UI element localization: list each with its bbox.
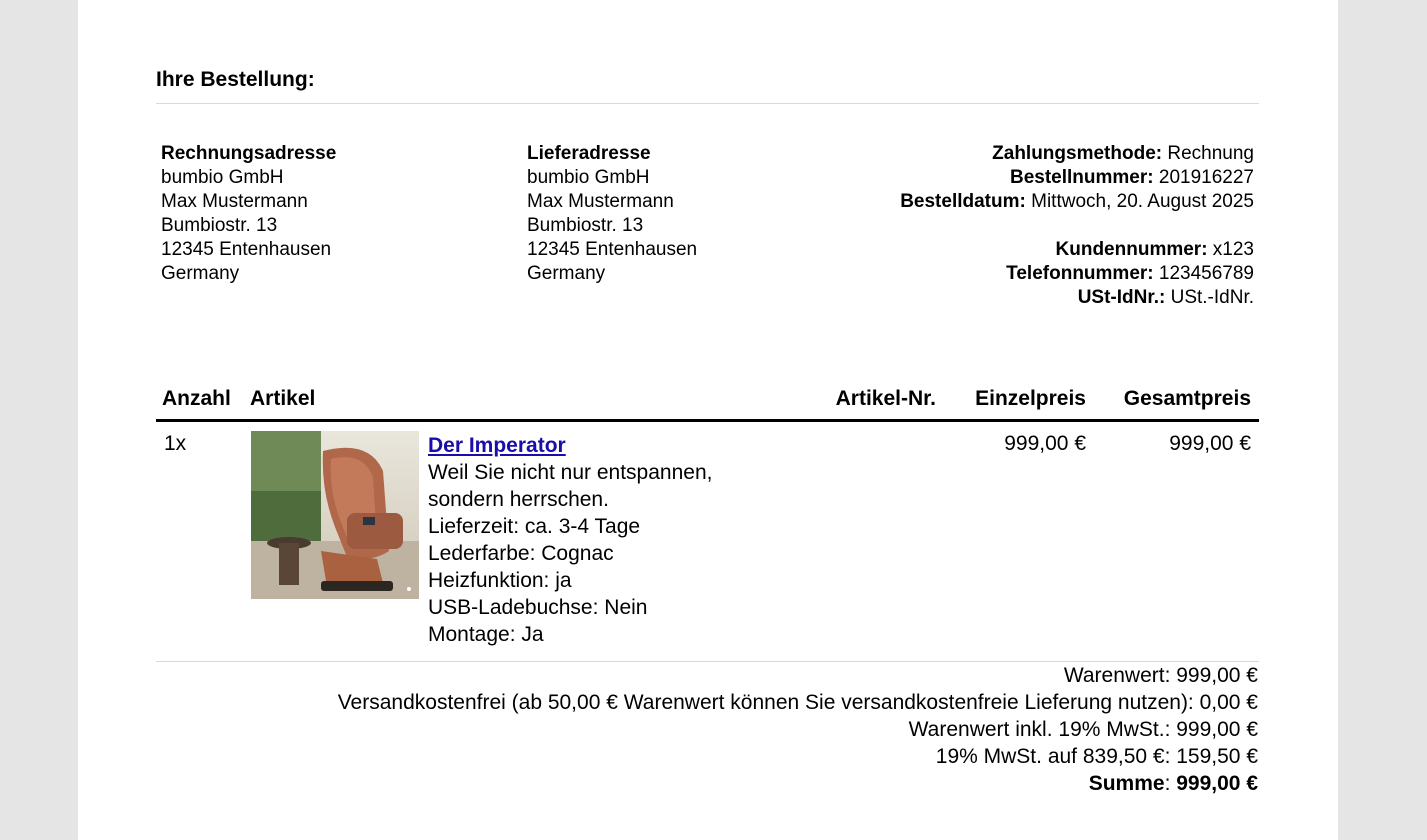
product-image[interactable]	[251, 431, 419, 599]
billing-address	[161, 142, 336, 286]
billing-street: Bumbiostr. 13	[161, 215, 278, 236]
row-quantity: 1x	[164, 432, 187, 455]
product-option-usb: USB-Ladebuchse: Nein	[428, 596, 648, 619]
order-sum: Summe: 999,00 €	[1088, 772, 1258, 795]
product-option-heating: Heizfunktion: ja	[428, 569, 572, 592]
header-total-price: Gesamtpreis	[1123, 387, 1251, 410]
billing-city: 12345 Entenhausen	[161, 239, 332, 260]
product-option-assembly: Montage: Ja	[428, 623, 544, 646]
payment-method: Zahlungsmethode: Rechnung	[992, 143, 1254, 164]
header-article-no: Artikel-Nr.	[835, 387, 936, 410]
shipping-street: Bumbiostr. 13	[527, 215, 644, 236]
massage-chair-image	[251, 431, 419, 599]
product-link[interactable]: Der Imperator	[428, 434, 566, 457]
table-header-rule	[156, 419, 1259, 422]
vat-id: USt-IdNr.: USt.-IdNr.	[1077, 287, 1254, 308]
billing-company: bumbio GmbH	[161, 167, 284, 188]
shipping-cost: Versandkostenfrei (ab 50,00 € Warenwert können Sie versandkostenfreie Lieferung nutzen): 0,00 €	[337, 691, 1258, 714]
row-total-price: 999,00 €	[1169, 432, 1251, 455]
shipping-name: Max Mustermann	[527, 191, 674, 212]
order-number: Bestellnummer: 201916227	[1010, 167, 1254, 188]
product-description	[428, 432, 768, 648]
header-article: Artikel	[250, 387, 316, 410]
shipping-country: Germany	[527, 263, 606, 284]
order-totals	[155, 662, 1258, 797]
billing-heading: Rechnungsadresse	[161, 143, 337, 164]
goods-value: Warenwert: 999,00 €	[1063, 664, 1258, 687]
shipping-address	[527, 142, 697, 286]
product-option-delivery: Lieferzeit: ca. 3-4 Tage	[428, 515, 641, 538]
header-unit-price: Einzelpreis	[975, 387, 1086, 410]
phone-number: Telefonnummer: 123456789	[1006, 263, 1254, 284]
divider	[156, 103, 1259, 104]
row-unit-price: 999,00 €	[1004, 432, 1086, 455]
page-title: Ihre Bestellung:	[156, 68, 315, 91]
billing-name: Max Mustermann	[161, 191, 308, 212]
goods-value-incl-vat: Warenwert inkl. 19% MwSt.: 999,00 €	[908, 718, 1258, 741]
shipping-heading: Lieferadresse	[527, 143, 651, 164]
order-date: Bestelldatum: Mittwoch, 20. August 2025	[900, 191, 1254, 212]
vat-amount: 19% MwSt. auf 839,50 €: 159,50 €	[935, 745, 1258, 768]
shipping-city: 12345 Entenhausen	[527, 239, 698, 260]
shipping-company: bumbio GmbH	[527, 167, 650, 188]
header-qty: Anzahl	[162, 387, 231, 410]
billing-country: Germany	[161, 263, 240, 284]
product-tagline: Weil Sie nicht nur entspannen, sondern herrschen.	[428, 461, 713, 511]
order-meta	[894, 142, 1254, 310]
customer-number: Kundennummer: x123	[1055, 239, 1254, 260]
product-option-leather: Lederfarbe: Cognac	[428, 542, 614, 565]
